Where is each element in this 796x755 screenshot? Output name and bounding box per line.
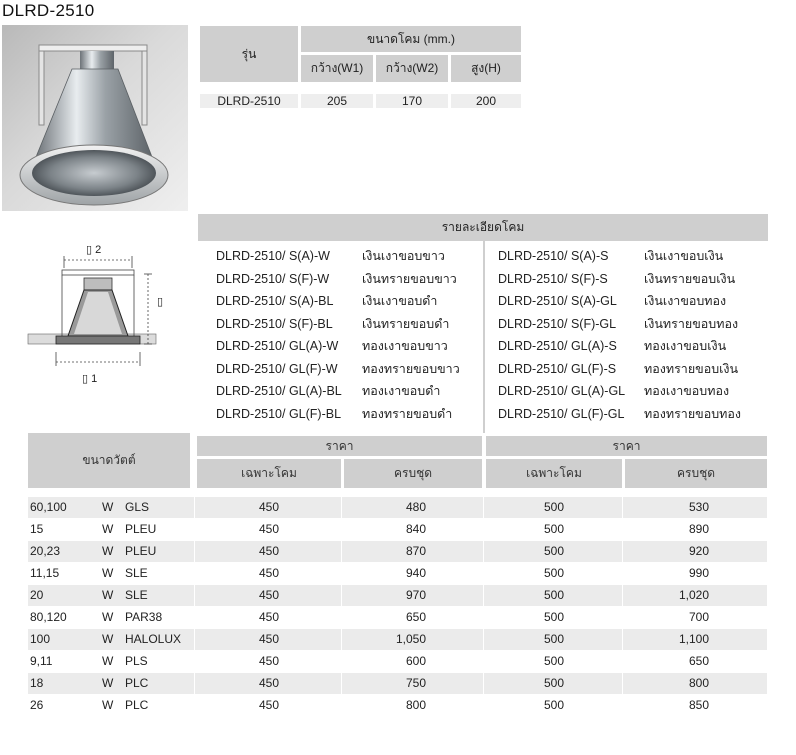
column-divider [622,607,623,628]
column-divider [622,629,623,650]
cell-p4: 990 [688,566,709,580]
column-divider [483,585,484,606]
cell-p4: 700 [688,610,709,624]
column-divider [483,673,484,694]
column-divider [622,651,623,672]
column-divider [483,629,484,650]
cell-p2: 600 [405,654,426,668]
cell-p1: 450 [258,698,280,712]
cell-lamp: PLEU [125,544,157,558]
table-row [28,695,767,716]
fixture-only-header-left: เฉพาะโคม [197,459,341,488]
cell-p1: 450 [258,632,280,646]
cell-p3: 500 [543,566,565,580]
column-divider [341,519,342,540]
column-divider [341,563,342,584]
detail-item [216,358,496,381]
table-row [28,541,767,562]
cross-section-drawing [26,240,176,390]
detail-desc: ทองทรายขอบเงิน [644,361,739,376]
column-divider [194,673,195,694]
column-divider [483,651,484,672]
cell-p3: 500 [543,654,565,668]
full-set-header-left: ครบชุด [344,459,482,488]
detail-code: DLRD-2510/ S(F)-S [498,271,608,286]
detail-item [216,245,496,268]
detail-item [498,335,778,358]
price-header-right: ราคา [486,436,767,456]
cell-p2: 650 [405,610,426,624]
cell-unit: W [102,610,114,624]
diagram-label-w1: ▯ 1 [82,373,98,385]
column-divider [194,585,195,606]
detail-item [498,313,778,336]
dim-size-header: ขนาดโคม (mm.) [301,26,521,52]
detail-code: DLRD-2510/ S(F)-W [216,271,330,286]
detail-item [216,290,496,313]
cell-p4: 890 [688,522,709,536]
cell-lamp: HALOLUX [125,632,182,646]
cell-p1: 450 [258,544,280,558]
column-divider [341,629,342,650]
column-divider [194,695,195,716]
cell-p2: 480 [405,500,426,514]
cell-unit: W [102,676,114,690]
cell-watt: 80,120 [30,610,67,624]
detail-code: DLRD-2510/ GL(A)-GL [498,384,626,399]
cell-watt: 20 [30,588,44,602]
detail-desc: ทองเงาขอบทอง [644,384,730,399]
dim-w1-header: กว้าง(W1) [301,55,373,82]
cell-unit: W [102,566,114,580]
column-divider [341,695,342,716]
column-divider [194,651,195,672]
cell-lamp: PAR38 [125,610,163,624]
cell-p2: 1,050 [395,632,426,646]
dim-h-header: สูง(H) [451,55,521,82]
column-divider [194,629,195,650]
cell-lamp: SLE [125,588,148,602]
diagram-label-h: ▯ [157,296,164,308]
detail-desc: เงินทรายขอบทอง [644,316,739,331]
table-row [28,607,767,628]
cell-unit: W [102,522,114,536]
column-divider [622,585,623,606]
cell-watt: 60,100 [30,500,67,514]
detail-desc: เงินเงาขอบขาว [362,249,445,264]
page-title: DLRD-2510 [2,1,95,20]
cell-lamp: GLS [125,500,150,514]
table-row [28,563,767,584]
cell-p2: 870 [405,544,426,558]
detail-desc: ทองเงาขอบขาว [362,339,448,354]
dimension-diagram [26,240,176,390]
detail-code: DLRD-2510/ S(A)-GL [498,294,617,309]
column-divider [622,519,623,540]
detail-desc: เงินทรายขอบเงิน [644,271,736,286]
table-row [28,497,767,518]
cell-unit: W [102,632,114,646]
detail-code: DLRD-2510/ GL(F)-GL [498,406,625,421]
column-divider [194,497,195,518]
cell-p2: 970 [405,588,426,602]
cell-unit: W [102,654,114,668]
cell-unit: W [102,500,114,514]
cell-p3: 500 [543,676,565,690]
cell-p1: 450 [258,654,280,668]
column-divider [194,563,195,584]
detail-desc: เงินทรายขอบดำ [362,316,450,331]
cell-unit: W [102,698,114,712]
cell-lamp: PLEU [125,522,157,536]
cell-watt: 26 [30,698,44,712]
cell-watt: 9,11 [30,654,53,668]
cell-p4: 530 [688,500,709,514]
detail-item [498,268,778,291]
detail-item [498,358,778,381]
detail-item [216,403,496,426]
column-divider [341,673,342,694]
cell-watt: 100 [30,632,51,646]
cell-lamp: PLC [125,698,149,712]
detail-desc: ทองทรายขอบทอง [644,406,741,421]
cell-p1: 450 [258,566,280,580]
cell-p3: 500 [543,522,565,536]
detail-code: DLRD-2510/ GL(A)-BL [216,384,342,399]
detail-item [498,380,778,403]
cell-p1: 450 [258,676,280,690]
diagram-label-w2: ▯ 2 [86,244,102,256]
column-divider [341,607,342,628]
cell-watt: 11,15 [30,566,60,580]
column-divider [622,541,623,562]
cell-p2: 800 [405,698,426,712]
detail-desc: ทองทรายขอบขาว [362,361,460,376]
column-divider [483,497,484,518]
table-row [28,651,767,672]
dim-w1-value: 205 [301,94,373,108]
cell-p3: 500 [543,632,565,646]
detail-header: รายละเอียดโคม [198,214,768,241]
detail-code: DLRD-2510/ S(A)-W [216,249,330,264]
detail-desc: ทองเงาขอบเงิน [644,339,727,354]
cell-p1: 450 [258,522,280,536]
cell-unit: W [102,544,114,558]
cell-lamp: PLS [125,654,148,668]
column-divider [341,651,342,672]
cell-watt: 18 [30,676,44,690]
product-photo [2,25,188,211]
cell-lamp: PLC [125,676,149,690]
cell-p3: 500 [543,500,565,514]
detail-item [216,313,496,336]
detail-code: DLRD-2510/ GL(F)-W [216,361,338,376]
cell-watt: 20,23 [30,544,61,558]
cell-p1: 450 [258,500,280,514]
detail-code: DLRD-2510/ S(A)-BL [216,294,334,309]
full-set-header-right: ครบชุด [625,459,767,488]
fixture-only-header-right: เฉพาะโคม [486,459,622,488]
cell-p3: 500 [543,544,565,558]
detail-code: DLRD-2510/ GL(F)-BL [216,406,342,421]
dim-h-value: 200 [451,94,521,108]
cell-p4: 800 [688,676,709,690]
detail-code: DLRD-2510/ S(A)-S [498,249,609,264]
cell-p4: 1,020 [678,588,709,602]
detail-desc: เงินทรายขอบขาว [362,271,457,286]
column-divider [483,519,484,540]
column-divider [341,541,342,562]
column-divider [194,607,195,628]
column-divider [622,563,623,584]
detail-desc: เงินเงาขอบทอง [644,294,727,309]
detail-item [216,268,496,291]
column-divider [483,541,484,562]
dim-w2-header: กว้าง(W2) [376,55,448,82]
cell-unit: W [102,588,114,602]
dim-model-value: DLRD-2510 [200,94,298,108]
wattage-header: ขนาดวัตต์ [28,433,190,488]
downlight-image [2,25,188,211]
cell-p3: 500 [543,588,565,602]
detail-item [498,290,778,313]
cell-p3: 500 [543,698,565,712]
cell-p4: 650 [688,654,709,668]
cell-p3: 500 [543,610,565,624]
dim-w2-value: 170 [376,94,448,108]
column-divider [622,497,623,518]
column-divider [194,541,195,562]
detail-code: DLRD-2510/ GL(A)-S [498,339,617,354]
dim-model-header: รุ่น [200,26,298,82]
column-divider [341,585,342,606]
cell-p1: 450 [258,588,280,602]
column-divider [341,497,342,518]
detail-code: DLRD-2510/ S(F)-GL [498,316,617,331]
detail-desc: ทองทรายขอบดำ [362,406,453,421]
table-row [28,673,767,694]
column-divider [622,673,623,694]
detail-code: DLRD-2510/ S(F)-BL [216,316,333,331]
detail-code: DLRD-2510/ GL(A)-W [216,339,339,354]
column-divider [483,695,484,716]
detail-desc: ทองเงาขอบดำ [362,384,441,399]
cell-p2: 840 [405,522,426,536]
cell-p2: 940 [405,566,426,580]
detail-list-right [498,245,778,425]
column-divider [483,563,484,584]
price-header-left: ราคา [197,436,482,456]
column-divider [194,519,195,540]
column-divider [483,607,484,628]
detail-desc: เงินเงาขอบดำ [362,294,438,309]
table-row [28,629,767,650]
column-divider [622,695,623,716]
detail-item [216,380,496,403]
detail-item [498,403,778,426]
cell-watt: 15 [30,522,44,536]
table-row [28,585,767,606]
detail-desc: เงินเงาขอบเงิน [644,249,724,264]
detail-item [498,245,778,268]
cell-p2: 750 [405,676,426,690]
cell-p4: 1,100 [678,632,709,646]
cell-p4: 850 [688,698,709,712]
cell-lamp: SLE [125,566,148,580]
cell-p4: 920 [688,544,709,558]
table-row [28,519,767,540]
detail-list-left [216,245,496,425]
detail-item [216,335,496,358]
detail-code: DLRD-2510/ GL(F)-S [498,361,617,376]
cell-p1: 450 [258,610,280,624]
